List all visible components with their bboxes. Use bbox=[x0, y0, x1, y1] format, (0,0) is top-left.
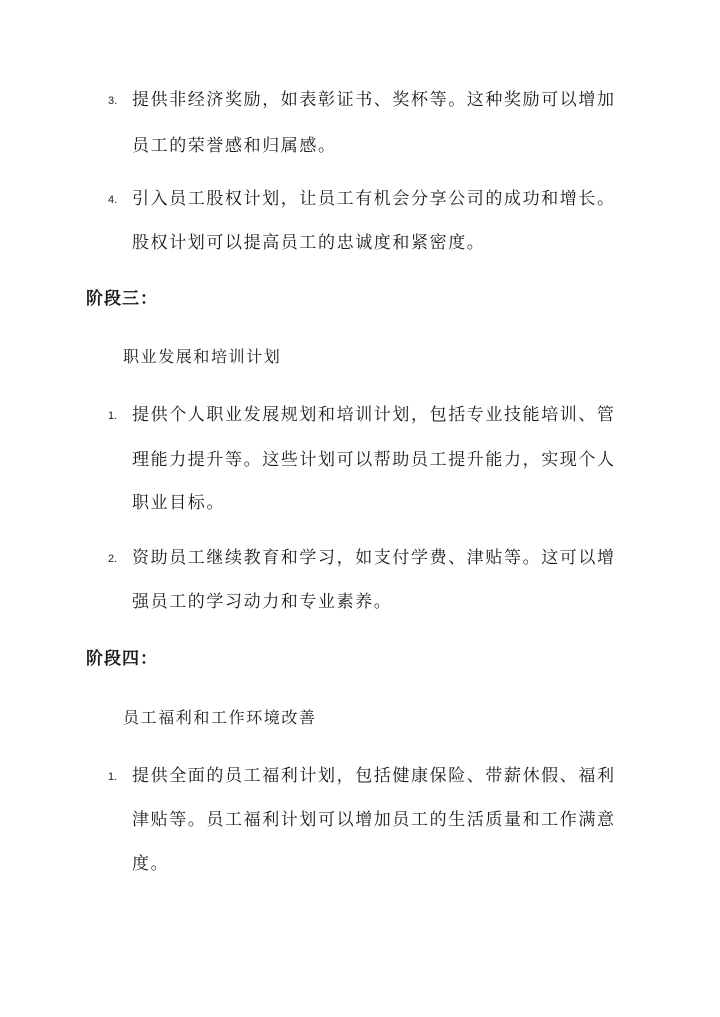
paragraph-line: 引入员工股权计划，让员工有机会分享公司的成功和增长。 bbox=[132, 189, 616, 209]
section-heading: 阶段四： bbox=[86, 649, 158, 669]
paragraph-line: 股权计划可以提高员工的忠诚度和紧密度。 bbox=[132, 233, 486, 253]
paragraph-line: 职业目标。 bbox=[132, 493, 225, 513]
paragraph-line: 提供个人职业发展规划和培训计划，包括专业技能培训、管 bbox=[132, 405, 616, 425]
list-item-number: 3. bbox=[108, 95, 118, 107]
paragraph-line: 度。 bbox=[132, 854, 170, 874]
section-subheading: 员工福利和工作环境改善 bbox=[123, 708, 317, 727]
section-subheading: 职业发展和培训计划 bbox=[123, 347, 282, 366]
paragraph-line: 强员工的学习动力和专业素养。 bbox=[132, 592, 393, 612]
list-item-number: 1. bbox=[108, 410, 118, 422]
paragraph-line: 员工的荣誉感和归属感。 bbox=[132, 136, 337, 156]
list-item-number: 1. bbox=[108, 771, 118, 783]
paragraph-line: 提供全面的员工福利计划，包括健康保险、带薪休假、福利 bbox=[132, 766, 616, 786]
list-item-number: 4. bbox=[108, 194, 118, 206]
paragraph-line: 理能力提升等。这些计划可以帮助员工提升能力，实现个人 bbox=[132, 450, 616, 470]
paragraph-line: 津贴等。员工福利计划可以增加员工的生活质量和工作满意 bbox=[132, 810, 616, 830]
paragraph-line: 资助员工继续教育和学习，如支付学费、津贴等。这可以增 bbox=[132, 548, 616, 568]
section-heading: 阶段三： bbox=[86, 289, 158, 309]
paragraph-line: 提供非经济奖励，如表彰证书、奖杯等。这种奖励可以增加 bbox=[132, 90, 616, 110]
list-item-number: 2. bbox=[108, 553, 118, 565]
